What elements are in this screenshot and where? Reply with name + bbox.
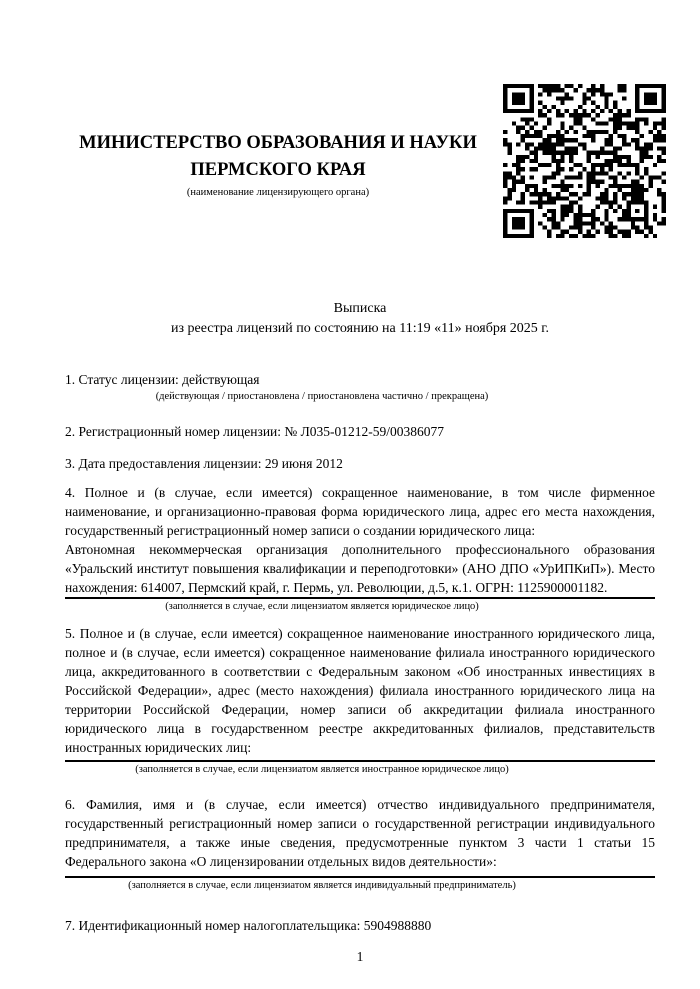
registration-number-line: 2. Регистрационный номер лицензии: № Л035-01212-59/00386077: [65, 424, 445, 439]
title-line2: из реестра лицензий по состоянию на 11:19 «11» ноября 2025 г.: [171, 321, 549, 336]
individual-entrepreneur-section: [65, 795, 655, 893]
individual-entrepreneur-caption: (заполняется в случае, если лицензиатом является индивидуальный предприниматель): [128, 880, 516, 891]
qr-code-icon: [503, 84, 666, 238]
foreign-entity-question: 5. Полное и (в случае, если имеется) сокращенное наименование иностранного юридического лица, полное и (в случае, если имеется) сокращенное наименование филиала иностранного юридического лица, аккредитованного в соответствии с Федеральным законом «Об иностранных инвестициях в Российской Федерации», адрес (место нахождения) филиала иностранного юридического лица на территории Российской Федерации, номер записи об аккредитации филиала иностранного юридического лица в государственном реестре аккредитованных филиалов, представительств иностранных юридических лиц:: [65, 626, 655, 755]
document-title: [65, 299, 655, 339]
licensing-authority-header: [53, 130, 503, 200]
ministry-name-line1: МИНИСТЕРСТВО ОБРАЗОВАНИЯ И НАУКИ: [79, 133, 477, 153]
foreign-entity-caption: (заполняется в случае, если лицензиатом является иностранное юридическое лицо): [135, 764, 509, 775]
document-body: [65, 299, 655, 966]
individual-entrepreneur-question: 6. Фамилия, имя и (в случае, если имеется) отчество индивидуального предпринимателя, государственный регистрационный номер записи о государственной регистрации индивидуального предпринимателя, а также иные сведения, предусмотренные пунктом 3 части 1 статьи 15 Федерального закона «О лицензировании отдельных видов деятельности»:: [65, 797, 655, 869]
legal-entity-question: 4. Полное и (в случае, если имеется) сокращенное наименование, в том числе фирменное наименование, и организационно-правовая форма юридического лица, адрес его места нахождения, государственный регистрационный номер записи о создании юридического лица:: [65, 485, 655, 538]
ministry-caption: (наименование лицензирующего органа): [186, 187, 370, 198]
ministry-name-line2: ПЕРМСКОГО КРАЯ: [190, 160, 366, 180]
taxpayer-id-line: 7. Идентификационный номер налогоплательщика: 5904988880: [65, 918, 432, 933]
legal-entity-value: Автономная некоммерческая организация дополнительного профессионального образования «Уральский институт повышения квалификации и переподготовки» (АНО ДПО «УрИПКиП»). Место нахождения: 614007, Пермский край, г. Пермь, ул. Революции, д.5, к.1. ОГРН: 1125900001182.: [65, 540, 655, 599]
title-line1: Выписка: [333, 301, 387, 316]
foreign-entity-section: [65, 624, 655, 777]
license-grant-date-line: 3. Дата предоставления лицензии: 29 июня 2012: [65, 456, 343, 471]
legal-entity-caption: (заполняется в случае, если лицензиатом является юридическое лицо): [165, 601, 479, 612]
license-status-caption: (действующая / приостановлена / приостановлена частично / прекращена): [155, 391, 489, 402]
page-number: 1: [356, 949, 364, 964]
legal-entity-section: [65, 483, 655, 614]
license-status-line: 1. Статус лицензии: действующая: [65, 372, 260, 387]
